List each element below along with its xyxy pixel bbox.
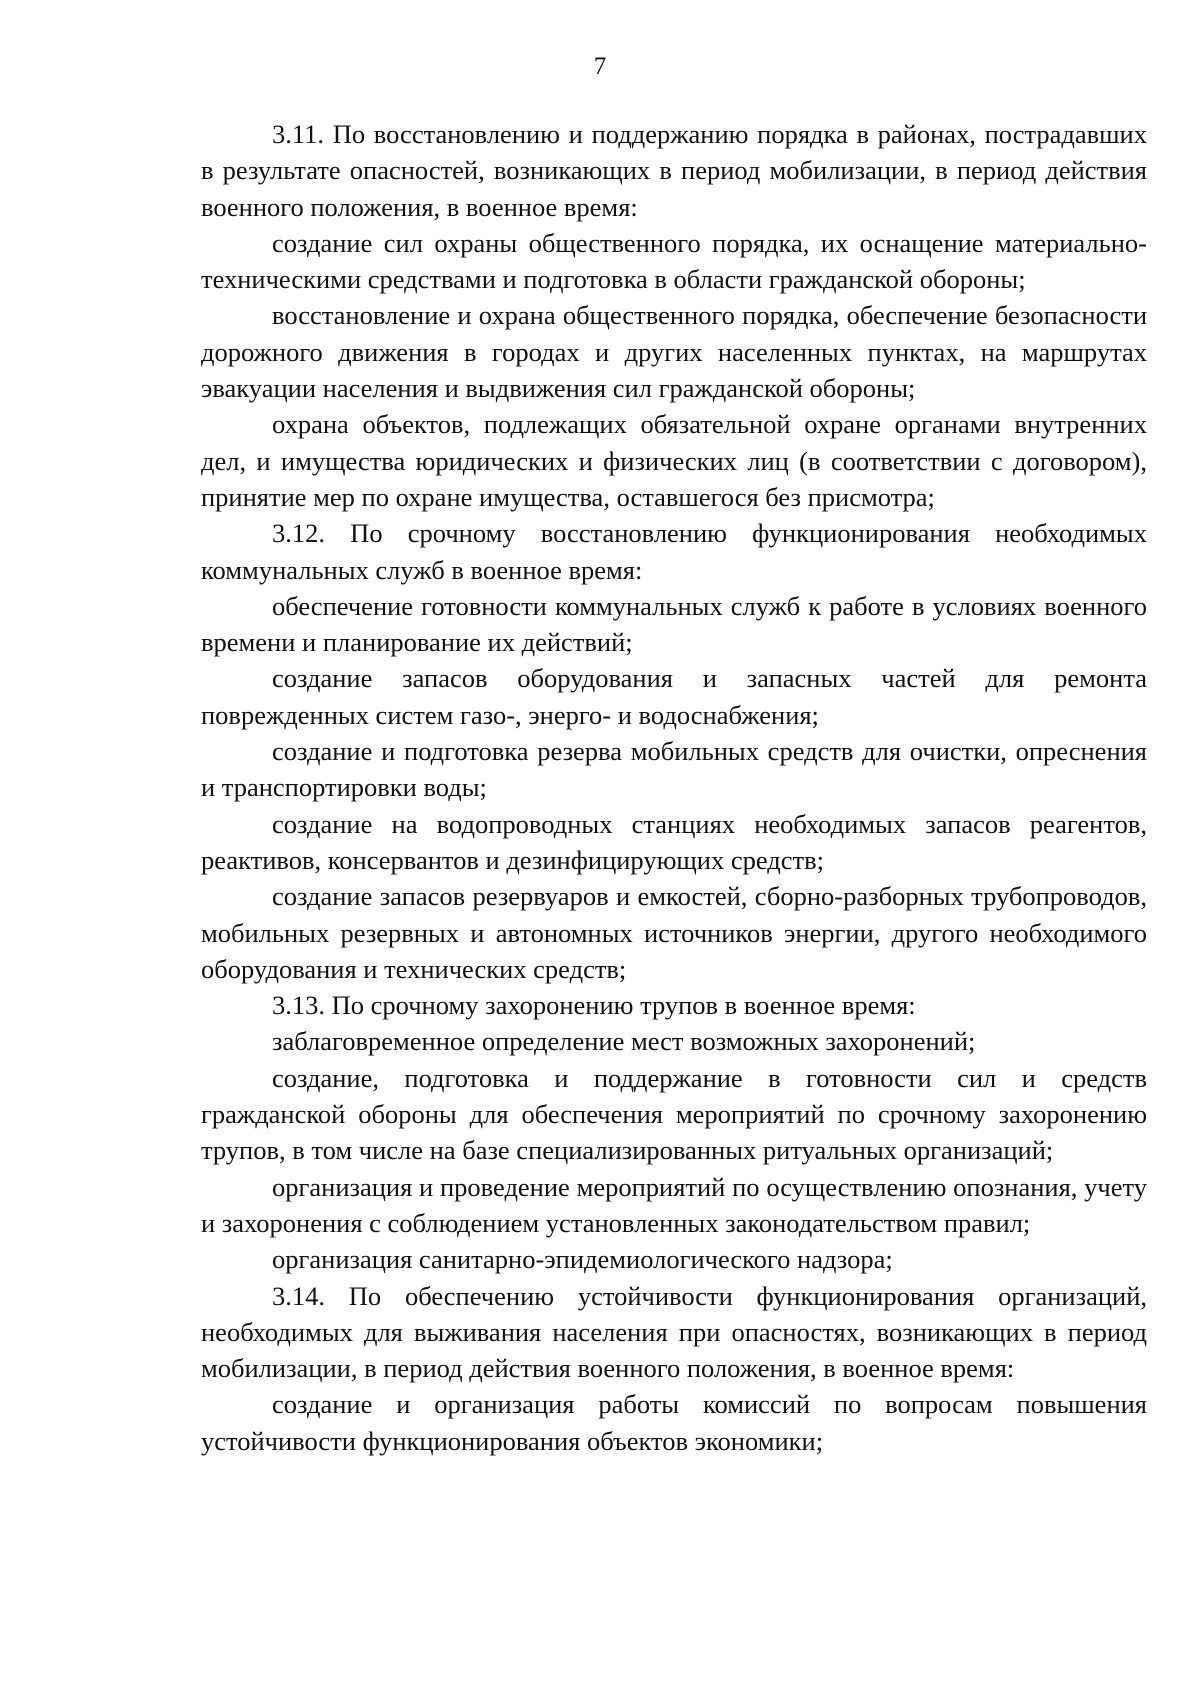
list-item: организация санитарно-эпидемиологического надзора; — [272, 1244, 893, 1275]
list-item: создание на водопроводных станциях необходимых запасов реагентов, реактивов, консервантов и дезинфицирующих средств; — [201, 808, 1147, 875]
paragraph-3-11-heading: 3.11. По восстановлению и поддержанию порядка в районах, пострадавших в результате опасностей, возникающих в период мобилизации, в период действия военного положения, в военное время: — [201, 119, 1147, 222]
list-item: создание сил охраны общественного порядка, их оснащение материально-техническими средствами и подготовка в области гражданской обороны; — [201, 227, 1147, 295]
list-item: создание запасов оборудования и запасных частей для ремонта поврежденных систем газо-, энерго- и водоснабжения; — [201, 663, 1147, 730]
list-item: организация и проведение мероприятий по осуществлению опознания, учету и захоронения с соблюдением установленных законодательством правил; — [201, 1171, 1147, 1238]
list-item: обеспечение готовности коммунальных служб к работе в условиях военного времени и планирование их действий; — [201, 590, 1147, 658]
list-item: создание и организация работы комиссий по вопросам повышения устойчивости функционирования объектов экономики; — [201, 1389, 1147, 1456]
page-number: 7 — [593, 53, 607, 80]
list-item: охрана объектов, подлежащих обязательной охране органами внутренних дел, и имущества юридических и физических лиц (в соответствии с договором), принятие мер по охране имущества, оставшегося без присмотра; — [201, 409, 1147, 512]
list-item: создание и подготовка резерва мобильных средств для очистки, опреснения и транспортировки воды; — [201, 736, 1147, 803]
list-item: заблаговременное определение мест возможных захоронений; — [272, 1026, 976, 1057]
paragraph-3-13-heading: 3.13. По срочному захоронению трупов в военное время: — [272, 990, 916, 1021]
list-item: создание, подготовка и поддержание в готовности сил и средств гражданской обороны для обеспечения мероприятий по срочному захоронению трупов, в том числе на базе специализированных ритуальных организаций; — [201, 1062, 1147, 1166]
document-body — [201, 116, 1147, 1459]
list-item: создание запасов резервуаров и емкостей, сборно-разборных трубопроводов, мобильных резервных и автономных источников энергии, другого необходимого оборудования и технических средств; — [201, 881, 1147, 984]
list-item: восстановление и охрана общественного порядка, обеспечение безопасности дорожного движения в городах и других населенных пунктах, на маршрутах эвакуации населения и выдвижения сил гражданской обороны; — [201, 300, 1147, 404]
paragraph-3-14-heading: 3.14. По обеспечению устойчивости функционирования организаций, необходимых для выживания населения при опасностях, возникающих в период мобилизации, в период действия военного положения, в военное время: — [201, 1280, 1147, 1384]
paragraph-3-12-heading: 3.12. По срочному восстановлению функционирования необходимых коммунальных служб в военное время: — [201, 518, 1147, 585]
